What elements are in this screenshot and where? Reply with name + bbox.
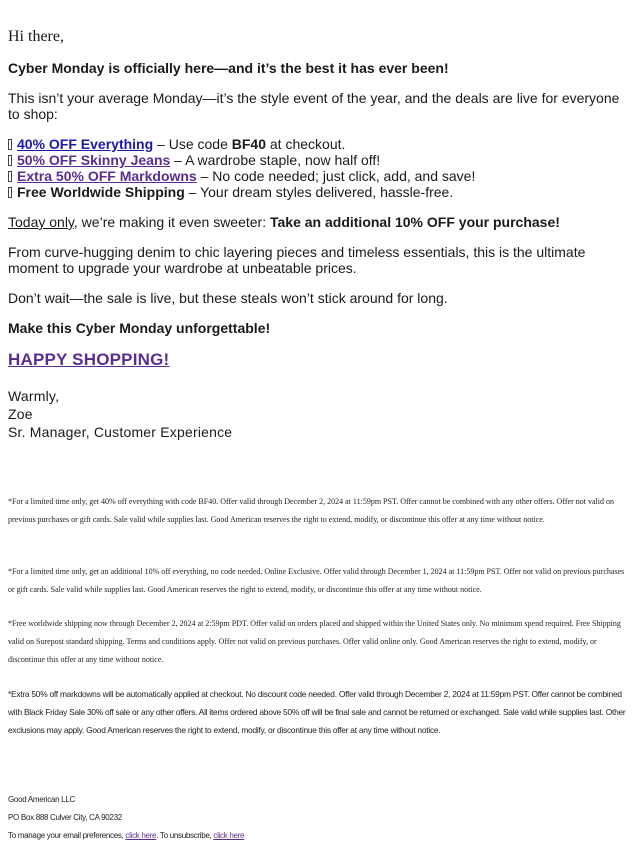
manage-preferences-link[interactable]: click here	[125, 831, 157, 840]
greeting: Hi there,	[8, 28, 64, 45]
missing-glyph-icon	[8, 139, 12, 150]
footer-links: To manage your email preferences, click here. To unsubscribe, click here	[8, 831, 245, 840]
deal-item: 40% OFF Everything – Use code BF40 at checkout.	[8, 136, 632, 152]
deal-item: 50% OFF Skinny Jeans – A wardrobe staple, now half off!	[8, 152, 632, 168]
deal-link-markdowns[interactable]: Extra 50% OFF Markdowns	[17, 168, 197, 184]
body-paragraph: Don’t wait—the sale is live, but these steals won’t stick around for long.	[8, 290, 448, 306]
signature-title: Sr. Manager, Customer Experience	[8, 424, 233, 440]
unsubscribe-link[interactable]: click here	[213, 831, 245, 840]
missing-glyph-icon	[8, 155, 12, 166]
deal-free-shipping: Free Worldwide Shipping	[17, 184, 185, 200]
footer-company: Good American LLC	[8, 795, 75, 804]
footer-address: PO Box 888 Culver City, CA 90232	[8, 813, 122, 822]
deal-item: Free Worldwide Shipping – Your dream styles delivered, hassle-free.	[8, 184, 632, 200]
deal-link-skinny-jeans[interactable]: 50% OFF Skinny Jeans	[17, 152, 171, 168]
fineprint-paragraph: *Extra 50% off markdowns will be automatically applied at checkout. No discount code needed. Offer valid through December 2, 2024 at 11:59pm PST. Offer cannot be combined with Black Friday Sale 30% off sale or any other offers. All items ordered above 50% off will be final sale and cannot be returned or exchanged. Sale valid while supplies last. Other exclusions may apply. Good American reserves the right to extend, modify, or discontinue this offer at any time without notice.	[8, 689, 626, 735]
missing-glyph-icon	[8, 171, 12, 182]
fineprint-paragraph: *For a limited time only, get an additional 10% off everything, no code needed. Online Exclusive. Offer valid through December 1, 2024 at 11:59pm PST. Offer not valid on previous purchases or gift cards. Sale valid while supplies last. Good American reserves the right to extend, modify, or discontinue this offer at any time without notice.	[8, 567, 625, 594]
fineprint-paragraph: *For a limited time only, get 40% off everything with code BF40. Offer valid through December 2, 2024 at 11:59pm PST. Offer cannot be combined with any other offers. Offer not valid on previous purchases or gift cards. Sale valid while supplies last. Good American reserves the right to extend, modify, or discontinue this offer at any time without notice.	[8, 497, 614, 524]
signature-greeting: Warmly,	[8, 388, 60, 404]
deal-link-40-off[interactable]: 40% OFF Everything	[17, 136, 154, 152]
today-only-link[interactable]: Today only	[8, 214, 74, 230]
body-paragraph: From curve-hugging denim to chic layering pieces and timeless essentials, this is the ultimate moment to upgrade your wardrobe at unbeatable prices.	[8, 244, 586, 276]
happy-shopping-link[interactable]: HAPPY SHOPPING!	[8, 350, 170, 369]
intro-text: This isn’t your average Monday—it’s the style event of the year, and the deals are live for everyone to shop:	[8, 90, 620, 122]
fineprint-paragraph: *Free worldwide shipping now through December 2, 2024 at 2:59pm PDT. Offer valid on orders placed and shipped within the United States only. No minimum spend required. Free Shipping valid on Surepost standard shipping. Terms and conditions apply. Offer not valid on previous purchases. Offer valid online only. Good American reserves the right to extend, modify, or discontinue this offer at any time without notice.	[8, 619, 621, 664]
signature-name: Zoe	[8, 406, 33, 422]
headline: Cyber Monday is officially here—and it’s the best it has ever been!	[8, 60, 449, 76]
deal-item: Extra 50% OFF Markdowns – No code needed; just click, add, and save!	[8, 168, 632, 184]
today-only-line: Today only, we’re making it even sweeter: Take an additional 10% OFF your purchase!	[8, 214, 560, 230]
missing-glyph-icon	[8, 187, 12, 198]
promo-code: BF40	[231, 136, 266, 152]
closing-text: Make this Cyber Monday unforgettable!	[8, 320, 271, 336]
